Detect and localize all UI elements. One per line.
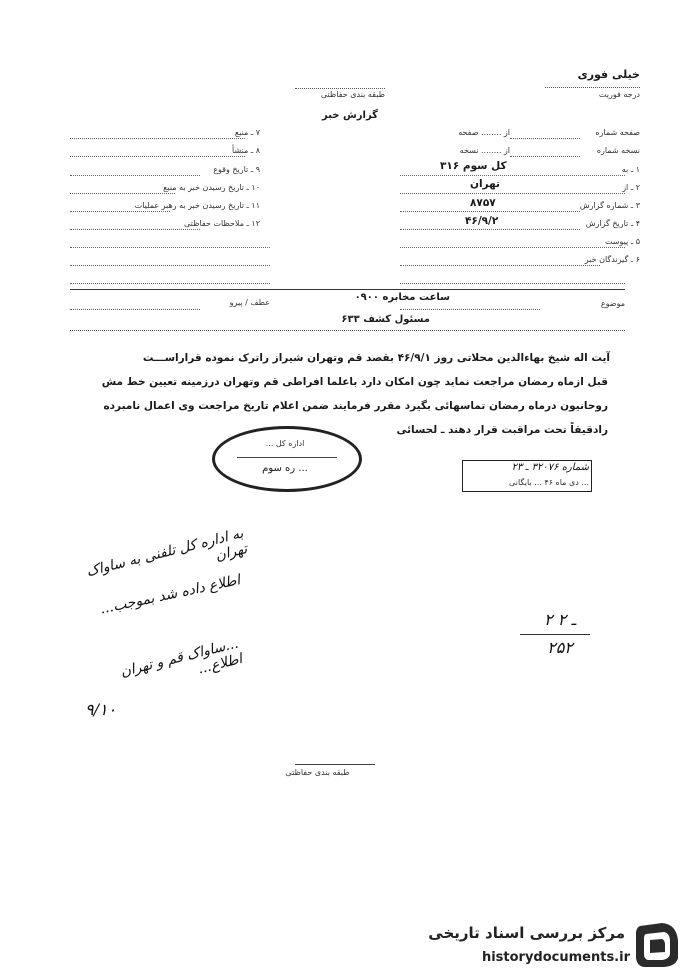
from-value: تهران — [470, 178, 500, 190]
watermark-title: مرکز بررسی اسناد تاریخی — [428, 924, 625, 942]
classification-top: طبقه بندی حفاظتی — [320, 90, 385, 99]
transmission-time: ساعت مخابره ۰۹۰۰ — [354, 292, 450, 303]
report-date-value: ۴۶/۹/۲ — [465, 215, 499, 227]
subject-label: موضوع — [600, 299, 625, 308]
oval-stamp: اداره کل ... ... ره سوم — [212, 426, 362, 492]
body-line-1: آیت اله شیخ بهاءالدین محلاتی روز ۴۶/۹/۱ بقصد قم وتهران شیراز راترک نموده قراراســـت — [142, 352, 610, 364]
officer-line: مسئول کشف ۶۳۳ — [341, 314, 430, 325]
left-field-origin: ۸ ـ منشأ — [232, 146, 260, 155]
left-field-source: ۷ ـ منبع — [234, 128, 260, 137]
handwritten-line-2: اطلاع داده شد بموجب... — [98, 572, 242, 618]
left-field-occurrence-date: ۹ ـ تاریخ وقوع — [213, 165, 260, 174]
registry-stamp: شماره ۳۲۰۷۶ ـ ۲۳ ... دی ماه ۴۶ ... بایگانی — [462, 460, 592, 492]
handwritten-line-1: به اداره کل تلفنی به ساواک تهران — [84, 525, 249, 580]
left-field-source-date: ۱۰ ـ تاریخ رسیدن خبر به منبع — [163, 183, 260, 192]
classification-bottom: طبقه بندی حفاظتی — [285, 768, 350, 777]
status-label: عطف / پیرو — [229, 298, 270, 307]
report-number-value: ۸۷۵۷ — [470, 197, 496, 209]
handwritten-date: ۹/۱۰ — [85, 700, 117, 719]
archive-logo-icon — [632, 920, 682, 970]
handwritten-line-3: ...ساواک قم و تهران اطلاع... — [118, 635, 244, 681]
left-field-operations-date: ۱۱ ـ تاریخ رسیدن خبر به رهبر عملیات — [134, 201, 260, 210]
priority-label: درجه فوریت — [598, 90, 640, 99]
priority-value: خیلی فوری — [577, 68, 640, 81]
left-field-security-notes: ۱۲ ـ ملاحظات حفاظتی — [184, 219, 260, 228]
body-line-2: قبل ازماه رمضان مراجعت نماید چون امکان دارد باعلما افراطی قم وتهران درزمینه تعیین خط مش — [101, 376, 608, 388]
to-value: کل سوم ۳۱۶ — [440, 160, 507, 172]
form-title: گزارش خبر — [321, 110, 378, 121]
body-line-3: روحانیون درماه رمضان تماسهائی بگیرد مقرر فرمایند ضمن اعلام تاریخ مراجعت وی اعمال نامبرده — [103, 400, 608, 412]
body-line-4: رادقیقاً تحت مراقبت قرار دهند ـ لحسائی — [396, 424, 608, 436]
watermark-url: historydocuments.ir — [481, 950, 630, 965]
